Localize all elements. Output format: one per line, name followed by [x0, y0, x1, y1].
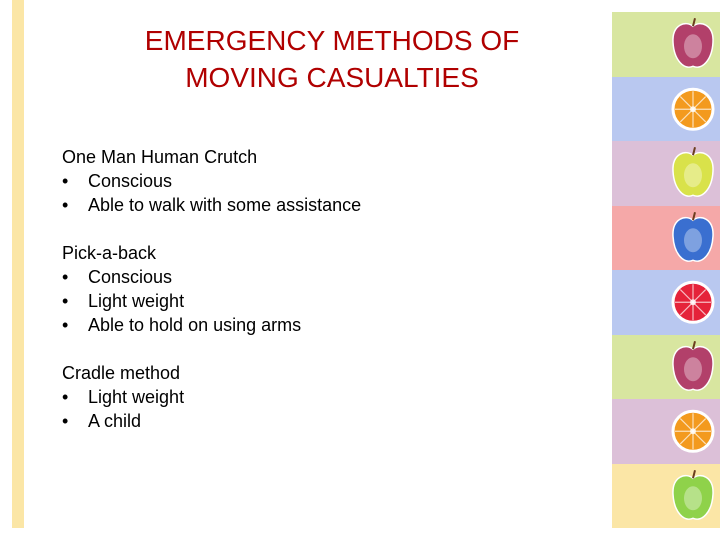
section-cradle-method — [62, 361, 582, 433]
color-block — [612, 335, 666, 400]
bullet-item — [62, 313, 582, 337]
bullet-glyph: • — [62, 291, 69, 311]
decor-tile — [612, 141, 720, 206]
bullet-list — [62, 169, 582, 217]
title-line-1: EMERGENCY METHODS OF — [144, 25, 520, 56]
apple-slice-icon — [666, 141, 720, 206]
decor-tile — [612, 335, 720, 400]
color-block — [612, 464, 666, 529]
bullet-list — [62, 385, 582, 433]
decor-tile — [612, 206, 720, 271]
section-human-crutch — [62, 145, 582, 217]
orange-slice-icon — [666, 399, 720, 464]
title-line-2: MOVING CASUALTIES — [185, 62, 479, 93]
bullet-text: Conscious — [88, 171, 173, 191]
left-accent-bar — [12, 0, 24, 528]
orange-slice-icon — [666, 77, 720, 142]
section-pick-a-back — [62, 241, 582, 337]
color-block — [612, 399, 666, 464]
apple-slice-icon — [666, 335, 720, 400]
bullet-text: Conscious — [88, 267, 173, 287]
bullet-glyph: • — [62, 387, 69, 407]
bullet-item — [62, 409, 582, 433]
bullet-glyph: • — [62, 267, 69, 287]
decor-tile — [612, 12, 720, 77]
color-block — [612, 141, 666, 206]
slide-content — [62, 145, 582, 457]
bullet-item — [62, 193, 582, 217]
bullet-text: A child — [88, 411, 142, 431]
decor-tile — [612, 399, 720, 464]
bullet-glyph: • — [62, 171, 69, 191]
decor-tile — [612, 77, 720, 142]
bullet-item — [62, 265, 582, 289]
color-block — [612, 77, 666, 142]
bullet-item — [62, 385, 582, 409]
apple-slice-icon — [666, 12, 720, 77]
bullet-text: Light weight — [88, 387, 185, 407]
orange-slice-icon — [666, 270, 720, 335]
bullet-text: Able to hold on using arms — [88, 315, 302, 335]
bullet-glyph: • — [62, 195, 69, 215]
bullet-item — [62, 289, 582, 313]
color-block — [612, 12, 666, 77]
section-heading: One Man Human Crutch — [62, 147, 258, 167]
bullet-glyph: • — [62, 315, 69, 335]
apple-slice-icon — [666, 464, 720, 529]
bullet-text: Able to walk with some assistance — [88, 195, 362, 215]
bullet-item — [62, 169, 582, 193]
section-heading: Pick-a-back — [62, 243, 157, 263]
section-heading: Cradle method — [62, 363, 181, 383]
bullet-text: Light weight — [88, 291, 185, 311]
slide-title — [24, 22, 640, 96]
decor-tile — [612, 270, 720, 335]
color-block — [612, 270, 666, 335]
bullet-list — [62, 265, 582, 337]
apple-slice-icon — [666, 206, 720, 271]
bullet-glyph: • — [62, 411, 69, 431]
decorative-fruit-strip — [612, 12, 720, 528]
color-block — [612, 206, 666, 271]
decor-tile — [612, 464, 720, 529]
